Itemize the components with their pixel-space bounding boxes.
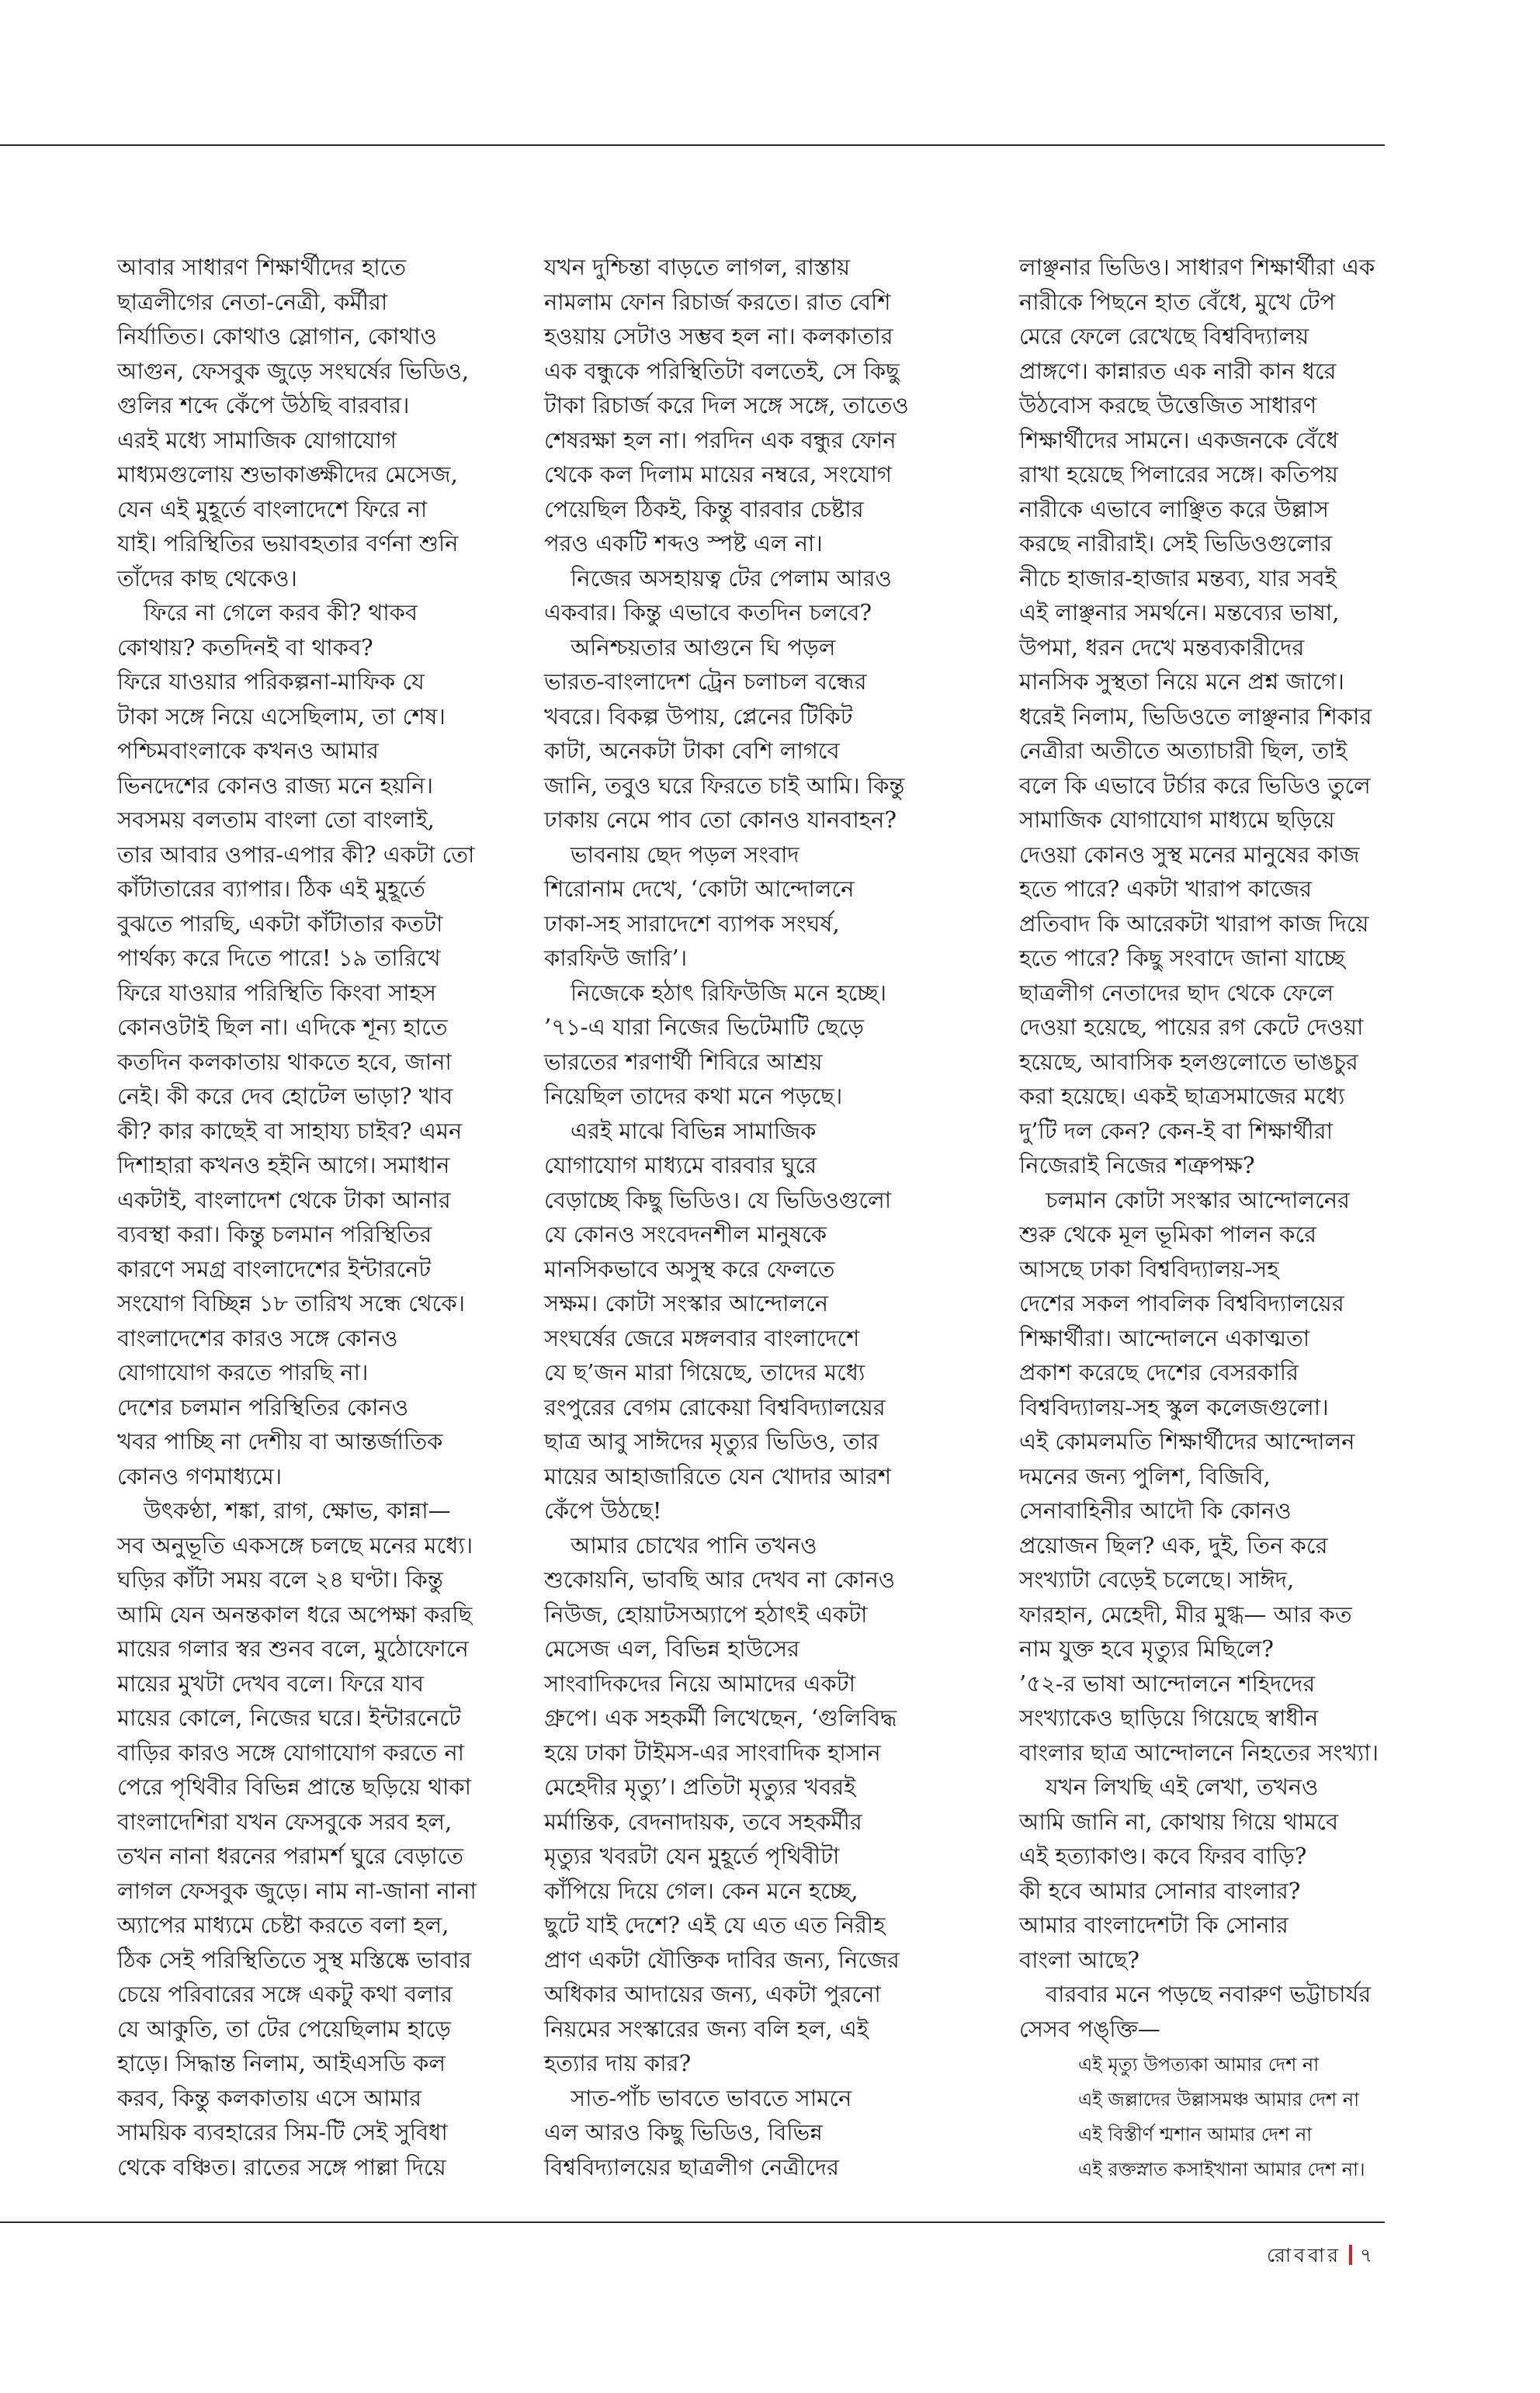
text-line: মেহেদীর মৃত্যু’। প্রতিটা মৃত্যুর খবরই (544, 1774, 856, 1800)
text-line: জানি, তবুও ঘরে ফিরতে চাই আমি। কিন্তু (544, 772, 905, 799)
text-line: কী হবে আমার সোনার বাংলার? (1019, 1877, 1301, 1904)
text-line: যোগাযোগ করতে পারছি না। (117, 1359, 369, 1386)
text-line: করছে নারীরাই। সেই ভিডিওগুলোর (1019, 530, 1333, 557)
text-line: সাময়িক ব্যবহারের সিম-টি সেই সুবিধা (117, 2119, 448, 2145)
poem-line: এই বিস্তীর্ণ শ্মশান আমার দেশ না (1078, 2124, 1313, 2145)
text-line: আগুন, ফেসবুক জুড়ে সংঘর্ষের ভিডিও, (117, 357, 470, 384)
text-line: যেন এই মুহূর্তে বাংলাদেশে ফিরে না (117, 495, 428, 522)
text-line: আমার বাংলাদেশটা কি সোনার (1019, 1912, 1289, 1938)
text-line: যখন লিখছি এই লেখা, তখনও (1046, 1774, 1319, 1800)
text-line: মানসিকভাবে অসুস্থ করে ফেলতে (544, 1255, 835, 1282)
text-line: শুকোয়নি, ভাবছি আর দেখব না কোনও (544, 1566, 896, 1593)
text-line: এই কোমলমতি শিক্ষার্থীদের আন্দোলন (1019, 1428, 1355, 1455)
text-line: সব অনুভূতি একসঙ্গে চলছে মনের মধ্যে। (117, 1531, 473, 1559)
text-line: হাড়ে। সিদ্ধান্ত নিলাম, আইএসডি কল (117, 2050, 446, 2076)
text-line: প্রাণ একটা যৌক্তিক দাবির জন্য, নিজের (544, 1946, 900, 1973)
article-column-1 (117, 250, 505, 2184)
text-line: মৃত্যুর খবরটা যেন মুহূর্তে পৃথিবীটা (544, 1843, 840, 1869)
text-line: ছুটে যাই দেশে? এই যে এত এত নিরীহ (544, 1912, 886, 1938)
poem-quote (1019, 2048, 1388, 2187)
text-line: যে আকুতি, তা টের পেয়েছিলাম হাড়ে (117, 2015, 451, 2042)
text-line: নিজেরাই নিজের শত্রুপক্ষ? (1019, 1152, 1255, 1178)
text-line: নির্যাতিত। কোথাও স্লোগান, কোথাও (117, 323, 437, 349)
text-line: প্রাঙ্গণে। কান্নারত এক নারী কান ধরে (1019, 357, 1337, 384)
text-line: পেরে পৃথিবীর বিভিন্ন প্রান্তে ছড়িয়ে থাকা (117, 1774, 472, 1800)
text-line: যে কোনও সংবেদনশীল মানুষকে (544, 1221, 827, 1247)
text-line: তার আবার ওপার-এপার কী? একটা তো (117, 841, 475, 868)
text-line: মায়ের আহাজারিতে যেন খোদার আরশ (544, 1462, 892, 1490)
text-line: কেঁপে উঠছে! (544, 1497, 662, 1524)
text-line: সেনাবাহিনীর আদৌ কি কোনও (1019, 1497, 1292, 1524)
text-line: মায়ের কোলে, নিজের ঘরে। ইন্টারনেটে (117, 1705, 461, 1731)
text-line: নারীকে এভাবে লাঞ্ছিত করে উল্লাস (1019, 495, 1329, 522)
text-line: গুলির শব্দে কেঁপে উঠছি বারবার। (117, 392, 410, 418)
paragraph (117, 595, 505, 1493)
text-line: বাড়ির কারও সঙ্গে যোগাযোগ করতে না (117, 1739, 465, 1766)
text-line: ছাত্র আবু সাঈদের মৃত্যুর ভিডিও, তার (544, 1428, 879, 1455)
text-line: এক বন্ধুকে পরিস্থিতিটা বলতেই, সে কিছু (544, 357, 900, 384)
paragraph (1019, 1183, 1388, 1770)
text-line: দু’টি দল কেন? কেন-ই বা শিক্ষার্থীরা (1019, 1117, 1333, 1144)
text-line: মায়ের গলার স্বর শুনব বলে, মুঠোফোনে (117, 1635, 469, 1662)
text-line: ছাত্রলীগের নেতা-নেত্রী, কর্মীরা (117, 288, 388, 315)
paragraph (1019, 250, 1388, 1183)
paragraph (1019, 1770, 1388, 1977)
text-line: খবরে। বিকল্প উপায়, প্লেনের টিকিট (544, 702, 853, 730)
text-line: সংঘর্ষের জেরে মঙ্গলবার বাংলাদেশে (544, 1324, 860, 1351)
text-line: দেশের সকল পাবলিক বিশ্ববিদ্যালয়ের (1019, 1290, 1344, 1316)
top-rule (0, 144, 1385, 146)
text-line: হয়ে ঢাকা টাইমস-এর সাংবাদিক হাসান (544, 1739, 881, 1766)
text-line: এরই মধ্যে সামাজিক যোগাযোগ (117, 426, 397, 453)
text-line: কতদিন কলকাতায় থাকতে হবে, জানা (117, 1048, 452, 1075)
text-line: কাটা, অনেকটা টাকা বেশি লাগবে (544, 737, 840, 764)
text-line: আমি জানি না, কোথায় গিয়ে থামবে (1019, 1808, 1339, 1835)
text-line: পেয়েছিল ঠিকই, কিন্তু বারবার চেষ্টার (544, 495, 864, 522)
text-line: ভাবনায় ছেদ পড়ল সংবাদ (571, 841, 799, 868)
text-line: অ্যাপের মাধ্যমে চেষ্টা করতে বলা হল, (117, 1912, 449, 1938)
text-line: ফিরে না গেলে করব কী? থাকব (144, 599, 418, 626)
text-line: নামলাম ফোন রিচার্জ করতে। রাত বেশি (544, 288, 891, 315)
text-line: মানসিক সুস্থতা নিয়ে মনে প্রশ্ন জাগে। (1019, 668, 1344, 695)
text-line: কোনও গণমাধ্যমে। (117, 1462, 283, 1490)
text-line: কী? কার কাছেই বা সাহায্য চাইব? এমন (117, 1117, 463, 1144)
text-line: যে ছ’জন মারা গিয়েছে, তাদের মধ্যে (544, 1359, 865, 1386)
text-line: পশ্চিমবাংলাকে কখনও আমার (117, 737, 379, 764)
text-line: চলমান কোটা সংস্কার আন্দোলনের (1046, 1186, 1350, 1213)
article-column-3 (1019, 250, 1388, 2187)
text-line: নিয়মের সংস্কারের জন্য বলি হল, এই (544, 2015, 869, 2042)
text-line: দেশের চলমান পরিস্থিতির কোনও (117, 1393, 409, 1420)
text-line: বাংলার ছাত্র আন্দোলনে নিহতের সংখ্যা। (1019, 1739, 1379, 1766)
text-line: যোগাযোগ মাধ্যমে বারবার ঘুরে (544, 1152, 817, 1178)
text-line: দিশাহারা কখনও হইনি আগে। সমাধান (117, 1152, 450, 1178)
text-line: ফিরে যাওয়ার পরিস্থিতি কিংবা সাহস (117, 979, 436, 1006)
text-line: নিয়েছিল তাদের কথা মনে পড়ছে। (544, 1083, 843, 1109)
text-line: টাকা সঙ্গে নিয়ে এসেছিলাম, তা শেষ। (117, 702, 446, 730)
text-line: লাগল ফেসবুক জুড়ে। নাম না-জানা নানা (117, 1877, 477, 1904)
text-line: ফিরে যাওয়ার পরিকল্পনা-মাফিক যে (117, 668, 425, 695)
text-line: হতে পারে? কিছু সংবাদে জানা যাচ্ছে (1019, 945, 1345, 971)
text-line: বাংলাদেশের কারও সঙ্গে কোনও (117, 1324, 398, 1351)
text-line: সংখ্যাটা বেড়েই চলেছে। সাঈদ, (1019, 1566, 1295, 1593)
text-line: অধিকার আদায়ের জন্য, একটা পুরনো (544, 1981, 881, 2007)
text-line: মর্মান্তিক, বেদনাদায়ক, তবে সহকর্মীর (544, 1808, 862, 1835)
poem-line: এই রক্তস্নাত কসাইখানা আমার দেশ না। (1078, 2159, 1365, 2180)
text-line: করা হয়েছে। একই ছাত্রসমাজের মধ্যে (1019, 1083, 1345, 1109)
text-line: কাঁপিয়ে দিয়ে গেল। কেন মনে হচ্ছে, (544, 1877, 858, 1904)
text-line: নেই। কী করে দেব হোটেল ভাড়া? খাব (117, 1083, 453, 1109)
paragraph (544, 838, 979, 976)
text-line: কোনওটাই ছিল না। এদিকে শূন্য হাতে (117, 1014, 448, 1040)
text-line: ভারত-বাংলাদেশ ট্রেন চলাচল বন্ধের (544, 668, 867, 695)
paragraph (544, 630, 979, 838)
text-line: ঘড়ির কাঁটা সময় বলে ২৪ ঘণ্টা। কিন্তু (117, 1566, 443, 1593)
text-line: হওয়ায় সেটাও সম্ভব হল না। কলকাতার (544, 323, 893, 349)
text-line: মায়ের মুখটা দেখব বলে। ফিরে যাব (117, 1670, 424, 1697)
text-line: নিজেকে হঠাৎ রিফিউজি মনে হচ্ছে। (571, 979, 887, 1006)
footer-separator (1349, 2245, 1352, 2265)
paragraph (117, 250, 505, 595)
text-line: আমার চোখের পানি তখনও (571, 1531, 817, 1559)
text-line: গ্রুপে। এক সহকর্মী লিখেছেন, ‘গুলিবিদ্ধ (544, 1705, 897, 1731)
paragraph (544, 976, 979, 1114)
text-line: সেসব পঙ্‌ক্তি— (1019, 2015, 1160, 2042)
text-line: একবার। কিন্তু এভাবে কতদিন চলবে? (544, 599, 872, 626)
text-line: ধরেই নিলাম, ভিডিওতে লাঞ্ছনার শিকার (1019, 702, 1372, 730)
text-line: ’৫২-র ভাষা আন্দোলনে শহিদদের (1019, 1670, 1316, 1697)
text-line: বুঝতে পারছি, একটা কাঁটাতার কতটা (117, 910, 443, 937)
text-line: ’৭১-এ যারা নিজের ভিটেমাটি ছেড়ে (544, 1014, 864, 1040)
text-line: আমি যেন অনন্তকাল ধরে অপেক্ষা করছি (117, 1601, 473, 1628)
text-line: নিউজ, হোয়াটসঅ্যাপে হঠাৎই একটা (544, 1601, 868, 1628)
paragraph (544, 2081, 979, 2185)
text-line: শিরোনাম দেখে, ‘কোটা আন্দোলনে (544, 876, 855, 902)
text-line: বাংলাদেশিরা যখন ফেসবুকে সরব হল, (117, 1808, 453, 1835)
text-line: শেষরক্ষা হল না। পরদিন এক বন্ধুর ফোন (544, 426, 897, 453)
text-line: কাঁটাতারের ব্যাপার। ঠিক এই মুহূর্তে (117, 876, 425, 902)
text-line: প্রকাশ করেছে দেশের বেসরকারি (1019, 1359, 1299, 1386)
text-line: অনিশ্চয়তার আগুনে ঘি পড়ল (571, 633, 836, 661)
paragraph (544, 250, 979, 561)
text-line: সাংবাদিকদের নিয়ে আমাদের একটা (544, 1670, 855, 1697)
text-line: কারণে সমগ্র বাংলাদেশের ইন্টারনেট (117, 1255, 432, 1282)
bottom-rule (0, 2221, 1385, 2223)
text-line: হতে পারে? একটা খারাপ কাজের (1019, 876, 1313, 902)
text-line: তাঁদের কাছ থেকেও। (117, 564, 297, 591)
text-line: ঢাকায় নেমে পাব তো কোনও যানবাহন? (544, 806, 897, 833)
magazine-name: রোববার (1267, 2244, 1341, 2266)
text-line: টাকা রিচার্জ করে দিল সঙ্গে সঙ্গে, তাতেও (544, 392, 909, 418)
paragraph (544, 561, 979, 630)
text-line: কারফিউ জারি’। (544, 945, 688, 971)
text-line: সংযোগ বিচ্ছিন্ন ১৮ তারিখ সন্ধে থেকে। (117, 1290, 465, 1316)
article-column-2 (544, 250, 979, 2184)
text-line: নাম যুক্ত হবে মৃত্যুর মিছিলে? (1019, 1635, 1274, 1662)
text-line: থেকে বঞ্চিত। রাতের সঙ্গে পাল্লা দিয়ে (117, 2153, 446, 2180)
text-line: বাংলা আছে? (1019, 1946, 1139, 1973)
text-line: ফারহান, মেহেদী, মীর মুগ্ধ— আর কত (1019, 1601, 1352, 1628)
text-line: এল আরও কিছু ভিডিও, বিভিন্ন (544, 2119, 823, 2145)
text-line: ব্যবস্থা করা। কিন্তু চলমান পরিস্থিতির (117, 1221, 432, 1247)
text-line: ভিনদেশের কোনও রাজ্য মনে হয়নি। (117, 772, 433, 799)
text-line: বারবার মনে পড়ছে নবারুণ ভট্টাচার্যর (1046, 1981, 1372, 2007)
text-line: করব, কিন্তু কলকাতায় এসে আমার (117, 2084, 422, 2111)
text-line: নীচে হাজার-হাজার মন্তব্য, যার সবই (1019, 564, 1337, 591)
text-line: এই হত্যাকাণ্ড। কবে ফিরব বাড়ি? (1019, 1843, 1307, 1869)
poem-line: এই মৃত্যু উপত্যকা আমার দেশ না (1078, 2054, 1320, 2076)
text-line: সামাজিক যোগাযোগ মাধ্যমে ছড়িয়ে (1019, 806, 1335, 833)
text-line: প্রয়োজন ছিল? এক, দুই, তিন করে (1019, 1531, 1328, 1559)
text-line: লাঞ্ছনার ভিডিও। সাধারণ শিক্ষার্থীরা এক (1019, 254, 1375, 280)
text-line: সংখ্যাকেও ছাড়িয়ে গিয়েছে স্বাধীন (1019, 1705, 1319, 1731)
text-line: মাধ্যমগুলোয় শুভাকাঙ্ক্ষীদের মেসেজ, (117, 461, 458, 487)
paragraph (544, 1114, 979, 1528)
text-line: ঠিক সেই পরিস্থিতিতে সুস্থ মস্তিষ্কে ভাবার (117, 1946, 472, 1973)
text-line: শুরু থেকে মূল ভূমিকা পালন করে (1019, 1221, 1317, 1247)
text-line: সাত-পাঁচ ভাবতে ভাবতে সামনে (571, 2084, 852, 2111)
text-line: একটাই, বাংলাদেশ থেকে টাকা আনার (117, 1186, 451, 1213)
text-line: যাই। পরিস্থিতির ভয়াবহতার বর্ণনা শুনি (117, 530, 459, 557)
text-line: হয়েছে, আবাসিক হলগুলোতে ভাঙচুর (1019, 1048, 1358, 1075)
paragraph (117, 1493, 505, 2184)
text-line: বলে কি এভাবে টর্চার করে ভিডিও তুলে (1019, 772, 1371, 799)
paragraph (1019, 1977, 1388, 2046)
text-line: বেড়াচ্ছে কিছু ভিডিও। যে ভিডিওগুলো (544, 1186, 892, 1213)
text-line: রাখা হয়েছে পিলারের সঙ্গে। কতিপয় (1019, 461, 1338, 487)
text-line: ঢাকা-সহ সারাদেশে ব্যাপক সংঘর্ষ, (544, 910, 840, 937)
text-line: পরও একটি শব্দও স্পষ্ট এল না। (544, 530, 823, 557)
text-line: বিশ্ববিদ্যালয়-সহ স্কুল কলেজগুলো। (1019, 1393, 1329, 1420)
text-line: এই লাঞ্ছনার সমর্থনে। মন্তব্যের ভাষা, (1019, 599, 1340, 626)
text-line: আসছে ঢাকা বিশ্ববিদ্যালয়-সহ (1019, 1255, 1279, 1282)
text-line: তখন নানা ধরনের পরামর্শ ঘুরে বেড়াতে (117, 1843, 464, 1869)
text-line: উঠবোস করছে উত্তেজিত সাধারণ (1019, 392, 1317, 418)
text-line: খবর পাচ্ছি না দেশীয় বা আন্তর্জাতিক (117, 1428, 443, 1455)
text-line: প্রতিবাদ কি আরেকটা খারাপ কাজ দিয়ে (1019, 910, 1369, 937)
text-line: উপমা, ধরন দেখে মন্তব্যকারীদের (1019, 633, 1305, 661)
text-line: উৎকণ্ঠা, শঙ্কা, রাগ, ক্ষোভ, কান্না— (144, 1497, 451, 1524)
text-line: থেকে কল দিলাম মায়ের নম্বরে, সংযোগ (544, 461, 892, 487)
text-line: দমনের জন্য পুলিশ, বিজিবি, (1019, 1462, 1271, 1490)
page-number: ৭ (1359, 2244, 1376, 2266)
text-line: ছাত্রলীগ নেতাদের ছাদ থেকে ফেলে (1019, 979, 1334, 1006)
text-line: মেরে ফেলে রেখেছে বিশ্ববিদ্যালয় (1019, 323, 1309, 349)
text-line: এরই মাঝে বিভিন্ন সামাজিক (571, 1117, 817, 1144)
text-line: কোথায়? কতদিনই বা থাকব? (117, 633, 373, 661)
text-line: নারীকে পিছনে হাত বেঁধে, মুখে টেপ (1019, 288, 1336, 315)
text-line: হত্যার দায় কার? (544, 2050, 692, 2076)
text-line: ভারতের শরণার্থী শিবিরে আশ্রয় (544, 1048, 823, 1075)
text-line: চেয়ে পরিবারের সঙ্গে একটু কথা বলার (117, 1981, 453, 2007)
text-line: রংপুরের বেগম রোকেয়া বিশ্ববিদ্যালয়ের (544, 1393, 886, 1420)
text-line: শিক্ষার্থীদের সামনে। একজনকে বেঁধে (1019, 426, 1339, 453)
text-line: শিক্ষার্থীরা। আন্দোলনে একাত্মতা (1019, 1324, 1310, 1351)
text-line: নিজের অসহায়ত্ব টের পেলাম আরও (571, 564, 892, 591)
text-line: পার্থক্য করে দিতে পারে! ১৯ তারিখে (117, 945, 441, 971)
text-line: আবার সাধারণ শিক্ষার্থীদের হাতে (117, 254, 407, 280)
text-line: সক্ষম। কোটা সংস্কার আন্দোলনে (544, 1290, 829, 1316)
text-line: সবসময় বলতাম বাংলা তো বাংলাই, (117, 806, 435, 833)
text-line: নেত্রীরা অতীতে অত্যাচারী ছিল, তাই (1019, 737, 1348, 764)
text-line: যখন দুশ্চিন্তা বাড়তে লাগল, রাস্তায় (544, 254, 851, 280)
text-line: দেওয়া কোনও সুস্থ মনের মানুষের কাজ (1019, 841, 1360, 868)
paragraph (544, 1528, 979, 2081)
page-footer (1267, 2240, 1375, 2273)
text-line: দেওয়া হয়েছে, পায়ের রগ কেটে দেওয়া (1019, 1014, 1364, 1040)
poem-line: এই জল্লাদের উল্লাসমঞ্চ আমার দেশ না (1078, 2089, 1360, 2110)
text-line: মেসেজ এল, বিভিন্ন হাউসের (544, 1635, 800, 1662)
text-line: বিশ্ববিদ্যালয়ের ছাত্রলীগ নেত্রীদের (544, 2153, 839, 2180)
